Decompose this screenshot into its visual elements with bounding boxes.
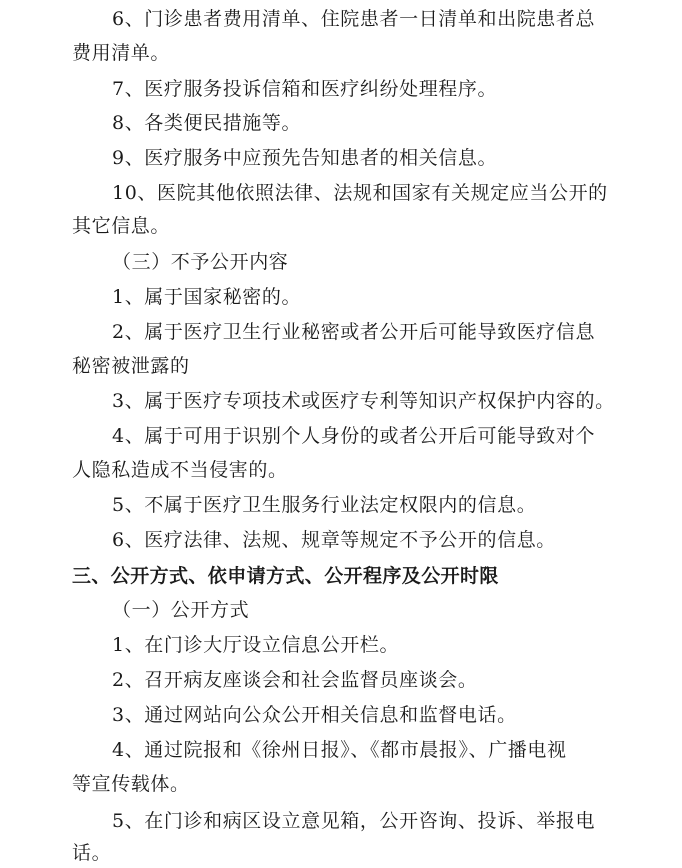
list-item-8-convenience-measures: 8、各类便民措施等。 [112, 112, 302, 134]
list-item-2-continuation: 秘密被泄露的 [72, 355, 190, 377]
list-item-4-continuation: 人隐私造成不当侵害的。 [72, 459, 288, 481]
list-item-6-continuation: 费用清单。 [72, 42, 171, 64]
list-item-1-state-secret: 1、属于国家秘密的。 [112, 286, 302, 308]
list-item-2-industry-secret: 2、属于医疗卫生行业秘密或者公开后可能导致医疗信息 [112, 321, 596, 343]
list-item-6-fee-statements: 6、门诊患者费用清单、住院患者一日清单和出院患者总 [112, 8, 596, 30]
list-item-6-legal-exclusion: 6、医疗法律、法规、规章等规定不予公开的信息。 [112, 529, 556, 551]
list-item-3-website: 3、通过网站向公众公开相关信息和监督电话。 [112, 704, 517, 726]
list-item-5-suggestion-box: 5、在门诊和病区设立意见箱，公开咨询、投诉、举报电 [112, 810, 596, 832]
list-item-5-continuation: 话。 [72, 842, 112, 864]
list-item-4-media: 4、通过院报和《徐州日报》、《都市晨报》、广播电视 [112, 739, 567, 761]
subsection-heading-disclosure-way: （一）公开方式 [112, 599, 250, 621]
list-item-9-advance-notice: 9、医疗服务中应预先告知患者的相关信息。 [112, 147, 498, 169]
list-item-2-forums: 2、召开病友座谈会和社会监督员座谈会。 [112, 669, 478, 691]
list-item-10-continuation: 其它信息。 [72, 215, 171, 237]
list-item-10-other-info: 10、医院其他依照法律、法规和国家有关规定应当公开的 [112, 182, 608, 204]
list-item-7-complaint-box: 7、医疗服务投诉信箱和医疗纠纷处理程序。 [112, 78, 498, 100]
list-item-4-personal-identity: 4、属于可用于识别个人身份的或者公开后可能导致对个 [112, 425, 596, 447]
list-item-3-intellectual-property: 3、属于医疗专项技术或医疗专利等知识产权保护内容的。 [112, 390, 615, 412]
subsection-heading-non-disclosure: （三）不予公开内容 [112, 251, 289, 273]
list-item-4-continuation: 等宣传载体。 [72, 773, 190, 795]
list-item-1-bulletin-board: 1、在门诊大厅设立信息公开栏。 [112, 634, 400, 656]
section-heading-disclosure-methods: 三、公开方式、依申请方式、公开程序及公开时限 [72, 565, 499, 587]
list-item-5-outside-authority: 5、不属于医疗卫生服务行业法定权限内的信息。 [112, 494, 537, 516]
